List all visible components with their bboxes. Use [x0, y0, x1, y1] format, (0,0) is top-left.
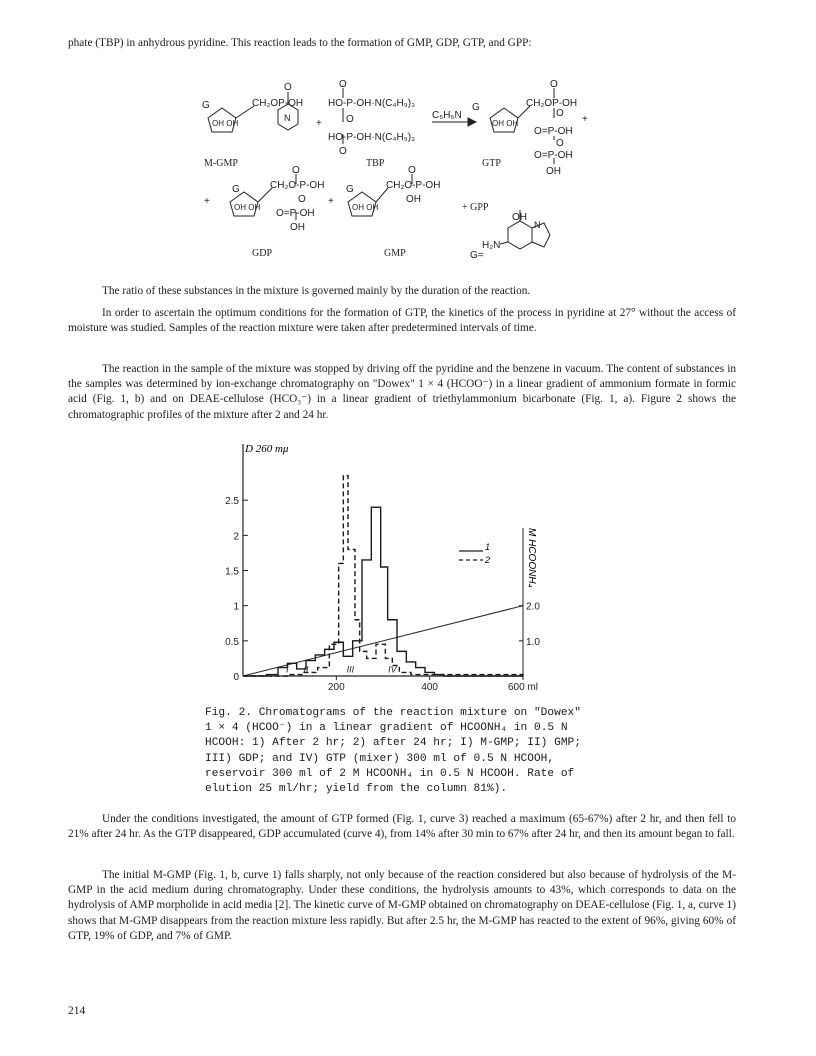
peak-label: II: [303, 664, 309, 675]
peak-label: IV: [388, 664, 397, 675]
gtp-sugar-oh: OH OH: [492, 119, 519, 128]
chromatogram-chart: [205, 438, 565, 700]
paragraph-chromatography: The reaction in the sample of the mixture was stopped by driving off the pyridine and the benzene in vacuum. The content of substances in the samples was determined by ion-exchange chromatography on "Dowex" 1 × 4 (HCOO⁻) in a linear gradient of ammonium formate in formic acid (Fig. 1, b) and on DEAE-cellulose (HCO₃⁻) in a linear gradient of triethylammonium bicarbonate (Fig. 1, a). Figure 2 shows the chromatographic profiles of the mixture after 2 and 24 hr.: [68, 363, 736, 421]
gtp-bridge-o-2: O: [556, 138, 564, 149]
gtp-oxygen-top: O: [550, 79, 558, 90]
paragraph-kinetics: In order to ascertain the optimum conditions for the formation of GTP, the kinetics of the process in pyridine at 27° without the access of moisture was studied. Samples of the reaction mixture were taken after predetermined intervals of time.: [68, 307, 736, 335]
x-tick-label: 200: [327, 682, 345, 693]
gmp-phosphate: CH₂O-P-OH: [386, 180, 441, 191]
gradient-line: [243, 606, 523, 676]
x-tick-label: 400: [421, 682, 439, 693]
gtp-oh-bottom: OH: [546, 166, 561, 177]
label-gmp: GMP: [384, 248, 406, 259]
plus-1: +: [316, 118, 322, 129]
gmp-sugar-oh: OH OH: [352, 203, 379, 212]
y-tick-label: 0: [233, 672, 239, 683]
x-tick-label: 600 ml: [507, 682, 539, 693]
y-tick-label: 0.5: [225, 636, 239, 648]
plus-gpp: + GPP: [462, 202, 489, 213]
legend-label-2: 2: [485, 555, 491, 565]
plus-4: +: [328, 196, 334, 207]
label-tbp: TBP: [366, 158, 385, 169]
paragraph-ratio: The ratio of these substances in the mixture is governed mainly by the duration of the reaction.: [102, 285, 531, 297]
paragraph-gtp-results: Under the conditions investigated, the amount of GTP formed (Fig. 1, curve 3) reached a maximum (65-67%) after 2 hr, and then fell to 21% after 24 hr. As the GTP disappeared, GDP accumulated (curve 4), from 14% after 30 min to 67% after 24 hr, and then its amount began to fall.: [68, 813, 736, 841]
gdp-sugar-oh: OH OH: [234, 203, 261, 212]
chart-legend: [459, 542, 490, 565]
legend-label-1: 1: [485, 542, 491, 552]
tbp-bridge-oxygen: O: [346, 114, 354, 125]
series-1-line: [243, 507, 523, 676]
y2-axis-label: M HCOONH₄: [526, 528, 537, 588]
gdp-g-label: G: [232, 184, 240, 195]
y-tick-label: 2: [233, 531, 239, 543]
plus-2: +: [582, 114, 588, 125]
y-axis-label: D 260 mμ: [245, 443, 289, 455]
label-mgmp: M-GMP: [204, 158, 238, 169]
page-number: 214: [68, 1005, 86, 1017]
series-2-line: [243, 476, 523, 676]
morpholine-n: N: [284, 113, 291, 123]
mgmp-phosphate: CH₂OP-OH: [252, 98, 304, 109]
reaction-scheme: [200, 78, 620, 270]
plus-3: +: [204, 196, 210, 207]
gtp-bridge-o-1: O: [556, 108, 564, 119]
mgmp-g-label: G: [202, 100, 210, 111]
mgmp-sugar-oh: OH OH: [212, 119, 239, 128]
gmp-oxygen-top: O: [408, 165, 416, 176]
guanine-h2n: H₂N: [482, 240, 501, 251]
gtp-g-label: G: [472, 102, 480, 113]
y2-tick-label: 1.0: [526, 636, 540, 648]
gdp-p-oh: O=P-OH: [276, 208, 315, 219]
guanine-oh: OH: [512, 212, 527, 223]
y-tick-label: 2.5: [225, 496, 239, 508]
gdp-oh-bottom: OH: [290, 222, 305, 233]
guanine-g-eq: G=: [470, 250, 484, 261]
tbp-oxygen-bottom: O: [339, 146, 347, 157]
paragraph-mgmp-results: The initial M-GMP (Fig. 1, b, curve 1) falls sharply, not only because of the reaction considered but also because of hydrolysis of the M-GMP in the acid medium during chromatography. Under these conditions, the hydrolysis amounts to 43%, which corresponds to data on the hydrolysis of AMP morpholide in acid media [2]. The kinetic curve of M-GMP obtained on chromatography on DEAE-cellulose (Fig. 1, a, curve 1) shows that M-GMP disappears from the reaction mixture less rapidly. But after 2.5 hr, the M-GMP has reacted to the extent of 96%, giving 60% of GTP, 19% of GDP, and 7% of GMP.: [68, 869, 736, 942]
y-tick-label: 1.5: [225, 566, 239, 578]
gtp-p-oh-1: O=P-OH: [534, 126, 573, 137]
peak-label: I: [286, 664, 289, 675]
paragraph-intro: phate (TBP) in anhydrous pyridine. This reaction leads to the formation of GMP, GDP, GTP, and GPP:: [68, 37, 532, 49]
guanine-n: N: [534, 220, 541, 230]
gdp-bridge-o: O: [298, 194, 306, 205]
tbp-bottom-group: HO-P-OH·N(C₄H₉)₃: [328, 132, 416, 143]
label-gdp: GDP: [252, 248, 273, 259]
figure-caption: Fig. 2. Chromatograms of the reaction mixture on "Dowex" 1 × 4 (HCOO⁻) in a linear gradient of HCOONH₄ in 0.5 N HCOOH: 1) After 2 hr; 2) after 24 hr; I) M-GMP; II) GMP; III) GDP; and IV) GTP (mixer) 300 ml of 0.5 N HCOOH, reservoir 300 ml of 2 M HCOONH₄ in 0.5 N HCOOH. Rate of elution 25 ml/hr; yield from the column 81%).: [205, 707, 581, 796]
y-tick-label: 1: [233, 601, 239, 613]
gdp-phosphate: CH₂O-P-OH: [270, 180, 325, 191]
gtp-phosphate: CH₂OP-OH: [526, 98, 578, 109]
mgmp-p-oxygen: O: [284, 82, 292, 93]
tbp-oxygen-top: O: [339, 79, 347, 90]
label-gtp: GTP: [482, 158, 501, 169]
gmp-g-label: G: [346, 184, 354, 195]
y2-tick-label: 2.0: [526, 601, 540, 613]
gmp-oh-bottom: OH: [406, 194, 421, 205]
peak-label: III: [346, 664, 355, 675]
tbp-top-group: HO-P-OH·N(C₄H₉)₃: [328, 98, 416, 109]
gdp-oxygen-top: O: [292, 165, 300, 176]
gtp-p-oh-2: O=P-OH: [534, 150, 573, 161]
pyridine-label: C₅H₅N: [432, 110, 462, 121]
